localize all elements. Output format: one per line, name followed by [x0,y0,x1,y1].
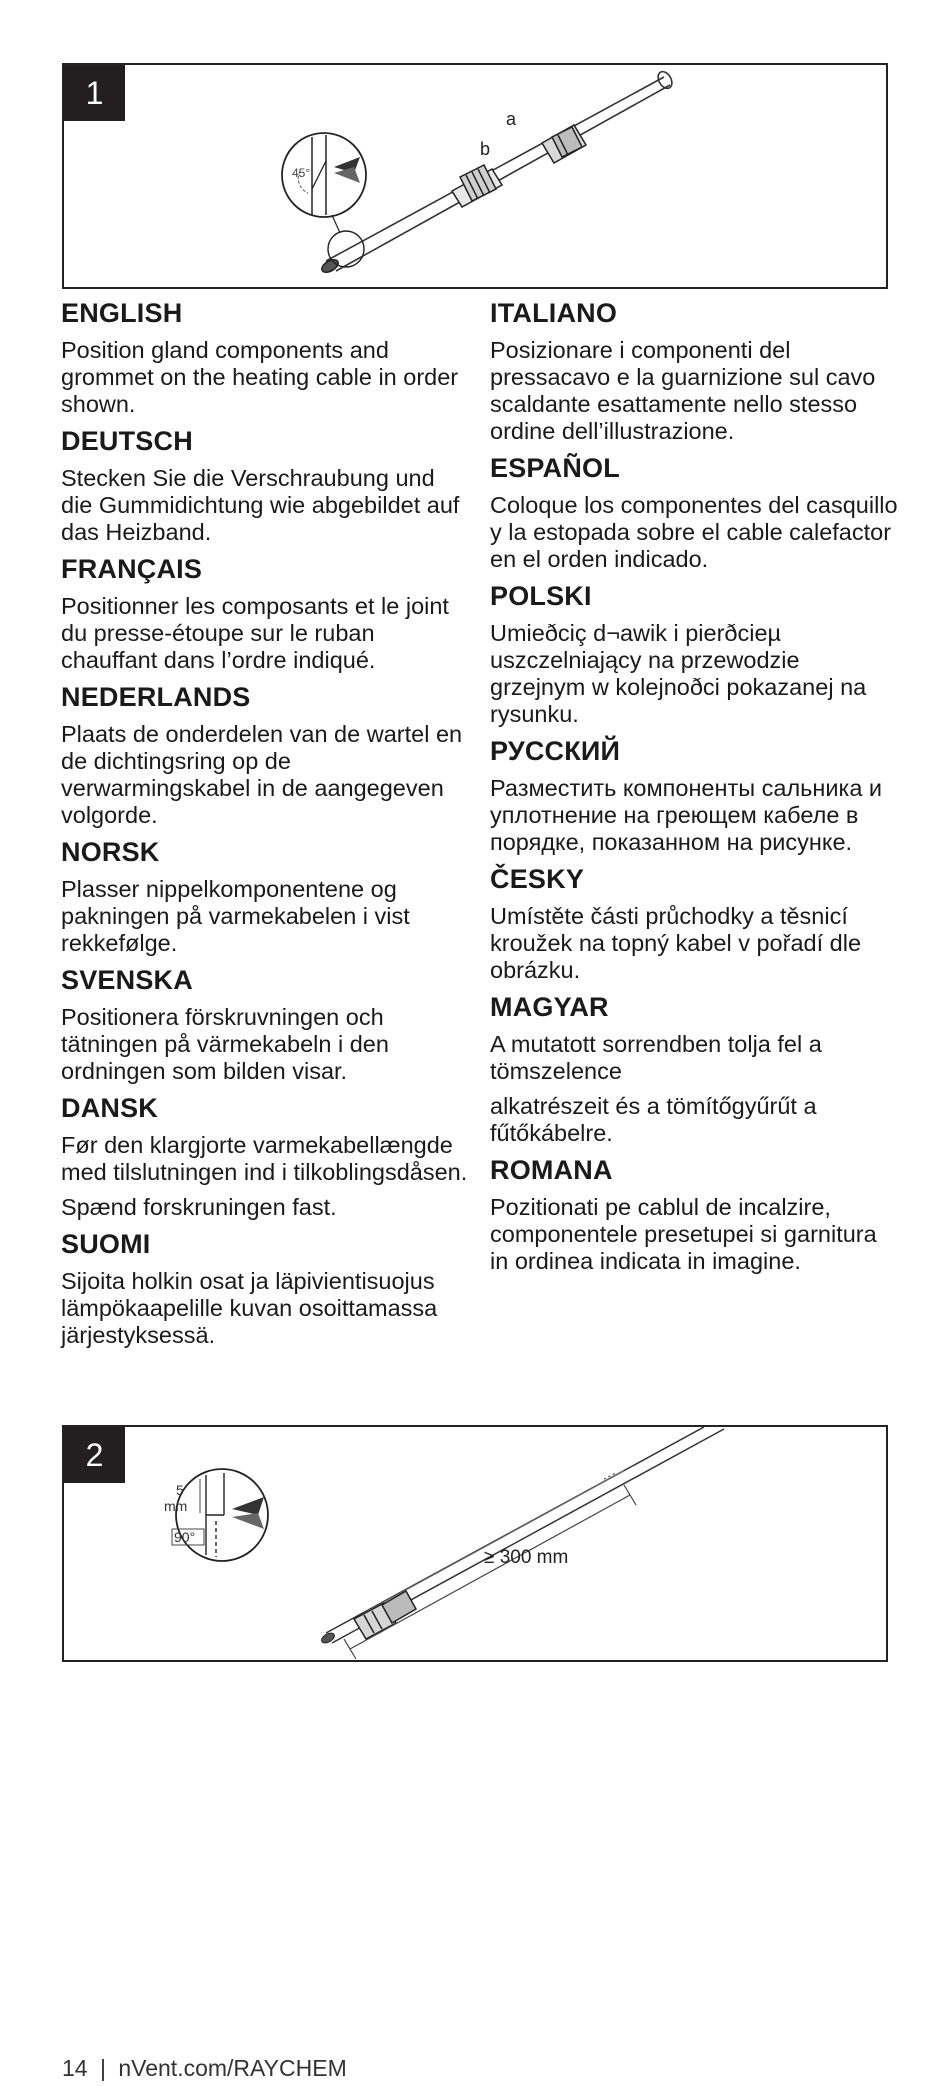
footer-site-link[interactable]: nVent.com/RAYCHEM [118,2055,347,2081]
cut-detail-circle [282,133,366,217]
figure-1-angle-label: 45° [292,166,311,180]
lang-heading: РУССКИЙ [490,736,621,767]
figure-2-number: 2 [64,1427,125,1483]
lang-section-svenska [61,965,471,1085]
lang-heading: POLSKI [490,581,592,612]
left-language-column [61,298,471,1357]
lang-section-norsk [61,837,471,957]
lang-heading: ENGLISH [61,298,183,328]
strip-length-value: 5 [176,1482,184,1498]
instruction-text: Spænd forskruningen fast. [61,1194,337,1221]
lang-heading: NORSK [61,837,160,868]
lang-section-italiano [490,298,900,445]
instruction-text: Plaats de onderdelen van de wartel en de dichtingsring op de verwarmingskabel in de aangegeven volgorde. [61,721,463,829]
instruction-text: alkatrészeit és a tömítőgyűrűt a fűtőkábelre. [490,1093,817,1147]
lang-heading: NEDERLANDS [61,682,251,713]
lang-heading: ESPAÑOL [490,453,620,484]
lang-heading: ROMANA [490,1155,613,1186]
instruction-text: Plasser nippelkomponentene og pakningen på varmekabelen i vist rekkefølge. [61,876,410,957]
instruction-text: Positionera förskruvningen och tätningen på värmekabeln i den ordningen som bilden visar. [61,1004,389,1085]
figure-2-length-label: ≥ 300 mm [484,1547,569,1568]
figure-1-label-a: a [506,109,517,129]
instruction-text: Før den klargjorte varmekabellængde med tilslutningen ind i tilkoblingsdåsen. [61,1132,468,1186]
lang-heading: DANSK [61,1093,159,1124]
page-footer [62,2055,347,2082]
lang-heading: ČESKY [490,864,585,895]
strip-detail-circle [164,1469,268,1561]
instruction-text: Position gland components and grommet on the heating cable in order shown. [61,337,459,418]
lang-section-cesky [490,864,900,984]
instruction-text: Stecken Sie die Verschraubung und die Gummidichtung wie abgebildet auf das Heizband. [61,465,460,546]
instruction-text: A mutatott sorrendben tolja fel a tömszelence [490,1031,822,1085]
instruction-text: Posizionare i componenti del pressacavo e la guarnizione sul cavo scaldante esattamente nello stesso ordine dell’illustrazione. [490,337,876,445]
figure-1 [62,63,888,289]
instruction-text: Sijoita holkin osat ja läpivientisuojus lämpökaapelille kuvan osoittamassa järjestyksessä. [61,1268,438,1349]
instruction-text: Umístěte části průchodky a těsnicí kroužek na topný kabel v pořadí dle obrázku. [490,903,862,984]
lang-section-francais [61,554,471,674]
strip-length-unit: mm [164,1498,188,1514]
figure-1-illustration [64,65,886,287]
instruction-text: Positionner les composants et le joint du presse-étoupe sur le ruban chauffant dans l’ordre indiqué. [61,593,449,674]
lang-section-magyar [490,992,900,1147]
instruction-text: Coloque los componentes del casquillo y la estopada sobre el cable calefactor en el orden indicado. [490,492,898,573]
lang-section-english [61,298,471,418]
lang-section-deutsch [61,426,471,546]
lang-heading: ITALIANO [490,298,618,328]
lang-heading: SUOMI [61,1229,151,1260]
page-number: 14 [62,2055,88,2081]
lang-heading: SVENSKA [61,965,193,996]
lang-section-suomi [61,1229,471,1349]
figure-2 [62,1425,888,1662]
lang-section-dansk [61,1093,471,1221]
figure-1-label-b: b [480,139,491,159]
lang-section-romana [490,1155,900,1275]
figure-2-illustration [64,1427,886,1660]
lang-heading: MAGYAR [490,992,609,1023]
lang-section-polski [490,581,900,728]
instruction-text: Umieðciç d¬awik i pierðcieµ uszczelniający na przewodzie grzejnym w kolejnoðci pokazanej na rysunku. [490,620,867,728]
instruction-text: Pozitionati pe cablul de incalzire, componentele presetupei si garnitura in ordinea indicata in imagine. [490,1194,877,1275]
lang-section-russkiy [490,736,900,856]
figure-2-angle-label: 90° [174,1529,196,1545]
figure-1-number: 1 [64,65,125,121]
lang-section-espanol [490,453,900,573]
footer-separator: | [99,2055,106,2081]
lang-section-nederlands [61,682,471,829]
right-language-column [490,298,900,1283]
lang-heading: FRANÇAIS [61,554,203,585]
lang-heading: DEUTSCH [61,426,193,457]
instruction-text: Разместить компоненты сальника и уплотнение на греющем кабеле в порядке, показанном на рисунке. [490,775,883,856]
